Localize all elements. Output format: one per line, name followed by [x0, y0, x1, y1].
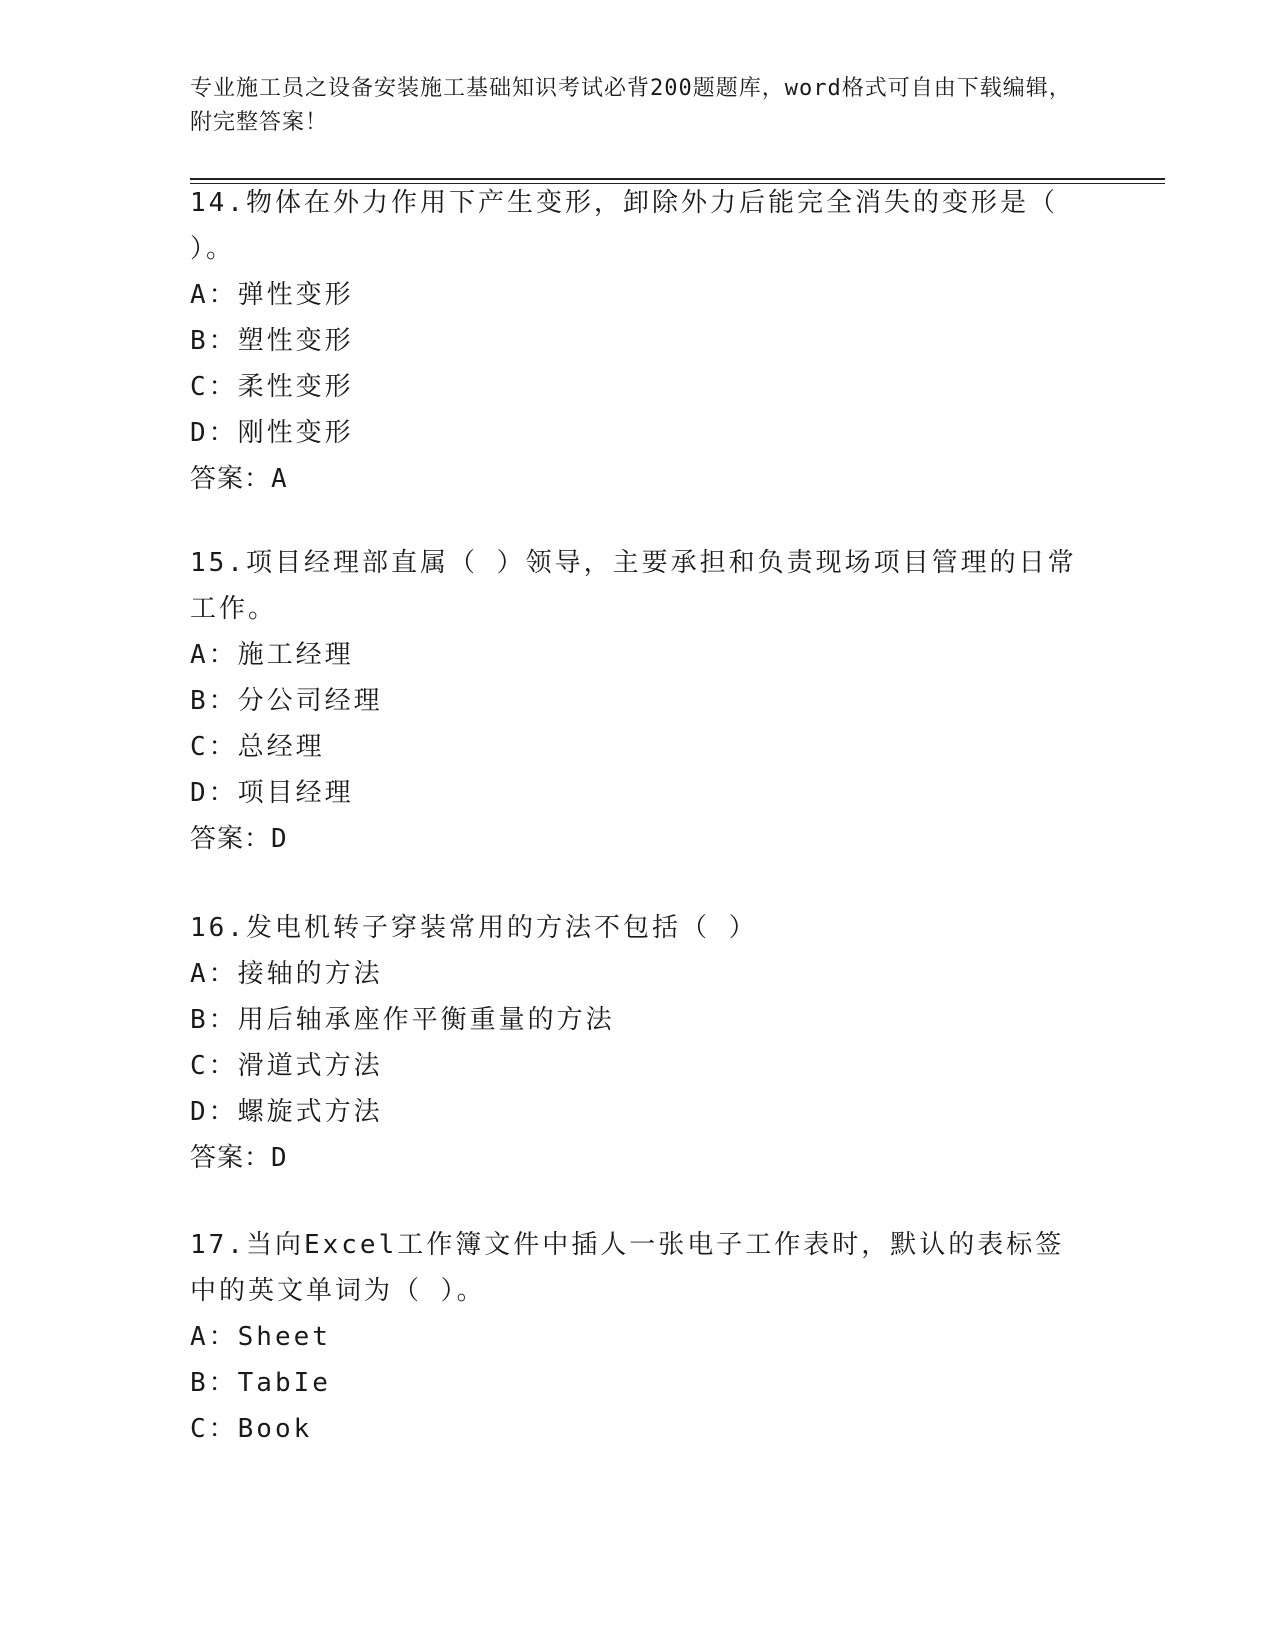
question-stem: 14.物体在外力作用下产生变形，卸除外力后能完全消失的变形是（ ）。: [190, 188, 1058, 264]
option-a: A：施工经理: [190, 640, 354, 670]
option-c: C：柔性变形: [190, 372, 354, 402]
option-a: A：弹性变形: [190, 280, 354, 310]
answer-line: [190, 816, 1090, 862]
answer-value: A: [271, 464, 288, 494]
document-header: 专业施工员之设备安装施工基础知识考试必背200题题库，word格式可自由下载编辑，附完整答案！: [190, 76, 1072, 135]
option-b: B：塑性变形: [190, 326, 354, 356]
answer-label: 答案：: [190, 824, 272, 854]
question-16: [190, 905, 1090, 1181]
question-14: [190, 180, 1090, 502]
option-a: A：接轴的方法: [190, 959, 383, 989]
option-b: B：分公司经理: [190, 686, 383, 716]
answer-line: [190, 1135, 1090, 1181]
answer-line: [190, 456, 1090, 502]
question-15: [190, 540, 1090, 862]
option-d: D：螺旋式方法: [190, 1097, 383, 1127]
option-c: C：总经理: [190, 732, 325, 762]
option-c: C：Book: [190, 1414, 313, 1444]
question-stem: 17.当向Excel工作簿文件中插人一张电子工作表时，默认的表标签中的英文单词为（ ）。: [190, 1230, 1065, 1306]
answer-label: 答案：: [190, 464, 272, 494]
question-stem: 16.发电机转子穿装常用的方法不包括（ ）: [190, 913, 758, 943]
option-d: D：刚性变形: [190, 418, 354, 448]
option-d: D：项目经理: [190, 778, 354, 808]
option-c: C：滑道式方法: [190, 1051, 383, 1081]
option-b: B：TabIe: [190, 1368, 331, 1398]
answer-value: D: [271, 1143, 288, 1173]
question-stem: 15.项目经理部直属（ ）领导，主要承担和负责现场项目管理的日常工作。: [190, 548, 1077, 624]
option-a: A：Sheet: [190, 1322, 331, 1352]
question-17: [190, 1222, 1090, 1452]
answer-label: 答案：: [190, 1143, 272, 1173]
answer-value: D: [271, 824, 288, 854]
option-b: B：用后轴承座作平衡重量的方法: [190, 1005, 615, 1035]
